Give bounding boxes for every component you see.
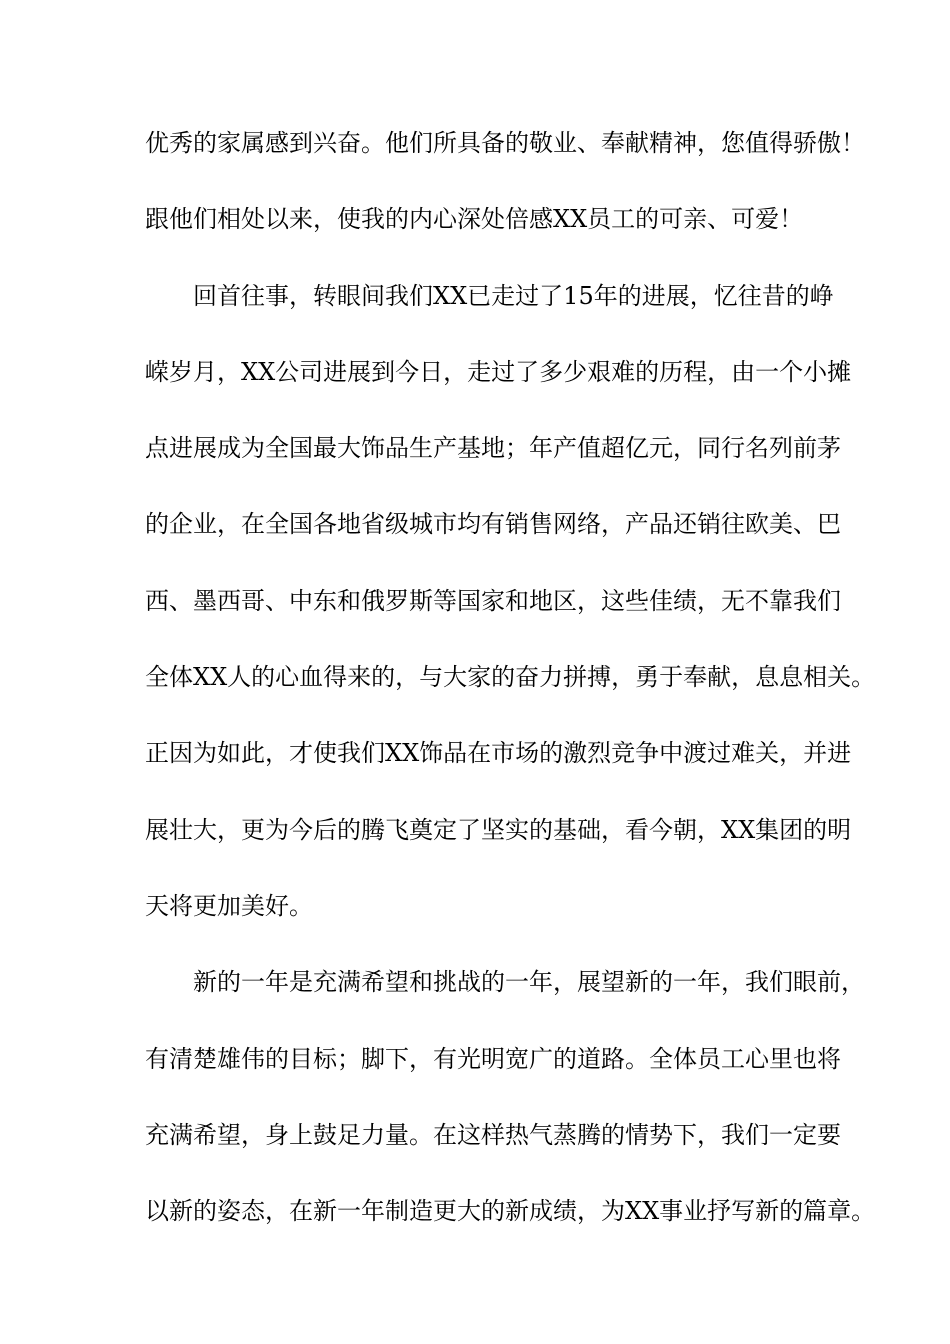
text-line: 展壮大，更为今后的腾飞奠定了坚实的基础，看今朝，XX集团的明 <box>145 815 852 844</box>
text-line: 天将更加美好。 <box>145 891 313 920</box>
paragraph-first-line: 新的一年是充满希望和挑战的一年，展望新的一年，我们眼前， <box>193 968 865 997</box>
text-line: 正因为如此，才使我们XX饰品在市场的激烈竞争中渡过难关，并进 <box>145 739 852 768</box>
text-line: 以新的姿态，在新一年制造更大的新成绩，为XX事业抒写新的篇章。 <box>145 1197 876 1226</box>
text-line: 的企业，在全国各地省级城市均有销售网络，产品还销往欧美、巴 <box>145 510 841 539</box>
paragraph-first-line: 回首往事，转眼间我们XX已走过了15年的进展，忆往昔的峥 <box>193 281 834 310</box>
text-line: 西、墨西哥、中东和俄罗斯等国家和地区，这些佳绩，无不靠我们 <box>145 586 841 615</box>
text-line: 嵘岁月，XX公司进展到今日，走过了多少艰难的历程，由一个小摊 <box>145 357 852 386</box>
text-line: 点进展成为全国最大饰品生产基地；年产值超亿元，同行名列前茅 <box>145 434 841 463</box>
text-line: 全体XX人的心血得来的，与大家的奋力拼搏，勇于奉献，息息相关。 <box>145 663 876 692</box>
text-line: 优秀的家属感到兴奋。他们所具备的敬业、奉献精神，您值得骄傲！ <box>145 129 865 157</box>
document-body <box>145 124 876 1268</box>
text-line: 跟他们相处以来，使我的内心深处倍感XX员工的可亲、可爱！ <box>145 205 804 234</box>
text-line: 有清楚雄伟的目标；脚下，有光明宽广的道路。全体员工心里也将 <box>145 1044 841 1073</box>
text-line: 充满希望，身上鼓足力量。在这样热气蒸腾的情势下，我们一定要 <box>145 1120 841 1149</box>
